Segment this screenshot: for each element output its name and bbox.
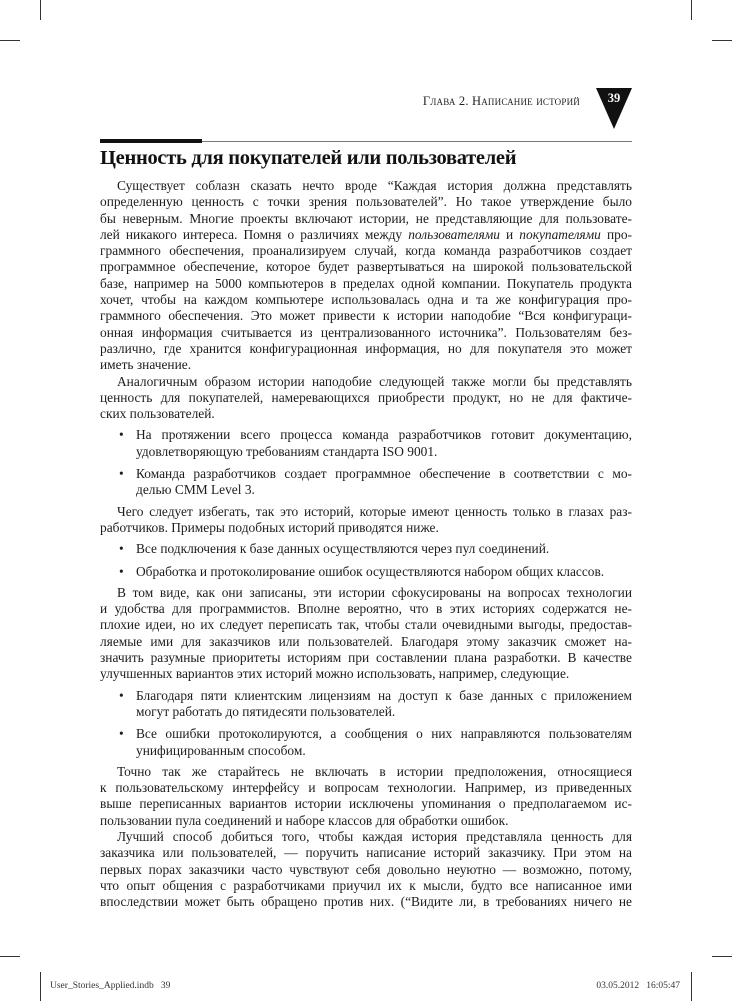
text-line: различно, где хранится конфигурационная информация, но для покупателя это может	[100, 340, 632, 356]
paragraph	[100, 585, 632, 683]
text-line: Благодаря пяти клиентским лицензиям на доступ к базе данных с приложением	[136, 687, 632, 703]
text-line: Точно так же старайтесь не включать в истории предположения, относящиеся	[117, 763, 632, 779]
text-line	[100, 227, 632, 243]
text-line: первых порах заказчики часто чувствуют себя довольно неуютно — возможно, потому,	[100, 861, 632, 877]
text-line: впоследствии может быть обращено против них. (“Видите ли, в требованиях ничего не	[100, 894, 632, 910]
paragraph	[100, 829, 632, 910]
crop-mark	[712, 956, 732, 957]
emphasis-term: пользователями	[408, 226, 500, 242]
crop-mark	[691, 972, 692, 1001]
text-line: бы неверным. Многие проекты включают истории, не представляющие для пользовате-	[100, 210, 632, 226]
text-line: хочет, чтобы на каждом компьютере использовалась одна и та же конфигурация про-	[100, 292, 632, 308]
bullet-item	[100, 427, 632, 460]
bullet-item	[100, 688, 632, 721]
bullet-item	[100, 564, 632, 580]
page-number: 39	[607, 91, 621, 105]
section-rule-thin	[202, 141, 632, 142]
text-line: удовлетворяющую требованиям стандарта ISO 9001.	[136, 443, 438, 459]
text-line: что опыт общения с разработчиками приучил их к мысли, будто все написанное ими	[100, 877, 632, 893]
emphasis-term: покупателями	[519, 226, 601, 242]
text-line: выше переписанных вариантов истории исключены упоминания о предполагаемом ис-	[100, 796, 632, 812]
text-line: Все подключения к базе данных осуществляются через пул соединений.	[136, 541, 550, 557]
crop-mark	[40, 0, 41, 20]
text-line: улучшенных вариантов этих историй можно использовать, например, следующие.	[100, 666, 570, 682]
crop-mark	[0, 956, 20, 957]
text-line: и удобства для программистов. Вполне вероятно, что в этих историях содержатся не-	[100, 601, 632, 617]
text-line: программное обеспечение, которое будет развертываться на широкой пользовательской	[100, 259, 632, 275]
text-line: делью CMM Level 3.	[136, 482, 255, 498]
section-title: Ценность для покупателей или пользователей	[100, 147, 517, 169]
text-line: пользовании пула соединений и наборе классов для обработки ошибок.	[100, 812, 509, 828]
bullet-icon: •	[119, 466, 124, 482]
text-line: могут работать до пятидесяти пользователей.	[136, 703, 396, 719]
text-line: ценность для покупателей, намеревающихся приобрести продукт, но не для фактиче-	[100, 389, 632, 405]
text-line: На протяжении всего процесса команда разработчиков готовит документацию,	[136, 427, 632, 443]
bullet-item	[100, 726, 632, 759]
text-line: к пользовательскому интерфейсу и вопросам технологии. Например, из приведенных	[100, 780, 632, 796]
text-line: граммного обеспечения, проанализируем случай, когда команда разработчиков создает	[100, 243, 632, 259]
text-line: ских пользователей.	[100, 406, 215, 422]
text-line: Чего следует избегать, так это историй, которые имеют ценность только в глазах раз-	[117, 503, 632, 519]
text-line: В том виде, как они записаны, эти истории сфокусированы на вопросах технологии	[117, 584, 632, 600]
paragraph	[100, 374, 632, 423]
text-run: про-	[600, 226, 632, 242]
section-rule-thick	[100, 139, 202, 143]
text-line: Обработка и протоколирование ошибок осуществляются набором общих классов.	[136, 563, 605, 579]
bullet-icon: •	[119, 687, 124, 703]
bullet-icon: •	[119, 563, 124, 579]
text-line: ляемые ими для заказчиков или пользователей. Благодаря этому заказчик сможет на-	[100, 633, 632, 649]
crop-mark	[0, 40, 20, 41]
bullet-icon: •	[119, 427, 124, 443]
text-line: базе, например на 5000 компьютеров в пределах одной компании. Покупатель продукта	[100, 275, 632, 291]
text-line: Команда разработчиков создает программное обеспечение в соответствии с мо-	[136, 466, 632, 482]
footer-timestamp: 03.05.2012 16:05:47	[596, 981, 680, 991]
crop-mark	[712, 40, 732, 41]
text-line: плохие идеи, но их следует переписать так, чтобы стали очевидными выгоды, предостав-	[100, 617, 632, 633]
text-line: Лучший способ добиться того, чтобы каждая история представляла ценность для	[117, 828, 632, 844]
crop-mark	[691, 0, 692, 20]
paragraph	[100, 764, 632, 829]
text-run: и	[499, 226, 520, 242]
footer-file-name: User_Stories_Applied.indb 39	[50, 981, 171, 991]
text-line: работчиков. Примеры подобных историй приводятся ниже.	[100, 519, 439, 535]
text-line: унифицированным способом.	[136, 742, 306, 758]
bullet-item	[100, 466, 632, 499]
text-line: граммного обеспечения. Это может привести к истории наподобие “Вся конфигураци-	[100, 308, 632, 324]
crop-mark	[40, 972, 41, 1001]
running-head-chapter-title: Глава 2. Написание историй	[422, 94, 580, 108]
text-line: Все ошибки протоколируются, а сообщения о них направляются пользователям	[136, 726, 632, 742]
paragraph	[100, 178, 632, 374]
bullet-icon: •	[119, 541, 124, 557]
text-line: определенную ценность с точки зрения пользователей”. Но такое утверждение было	[100, 194, 632, 210]
body-text	[100, 178, 632, 910]
text-line: заказчика или пользователей, — поручить написание историй заказчику. При этом на	[100, 845, 632, 861]
bullet-item	[100, 541, 632, 557]
text-line: иметь значение.	[100, 357, 192, 373]
text-line: Аналогичным образом истории наподобие следующей также могли бы представлять	[117, 373, 632, 389]
bullet-icon: •	[119, 726, 124, 742]
text-line: онная информация считывается из централизованного источника”. Пользователям без-	[100, 324, 632, 340]
paragraph	[100, 504, 632, 537]
text-line: Существует соблазн сказать нечто вроде “Каждая история должна представлять	[117, 178, 632, 193]
text-line: значить разумные приоритеты историям при составлении плана разработки. В качестве	[100, 650, 632, 666]
text-run: лей никакого интереса. Помня о различиях между	[100, 226, 409, 242]
